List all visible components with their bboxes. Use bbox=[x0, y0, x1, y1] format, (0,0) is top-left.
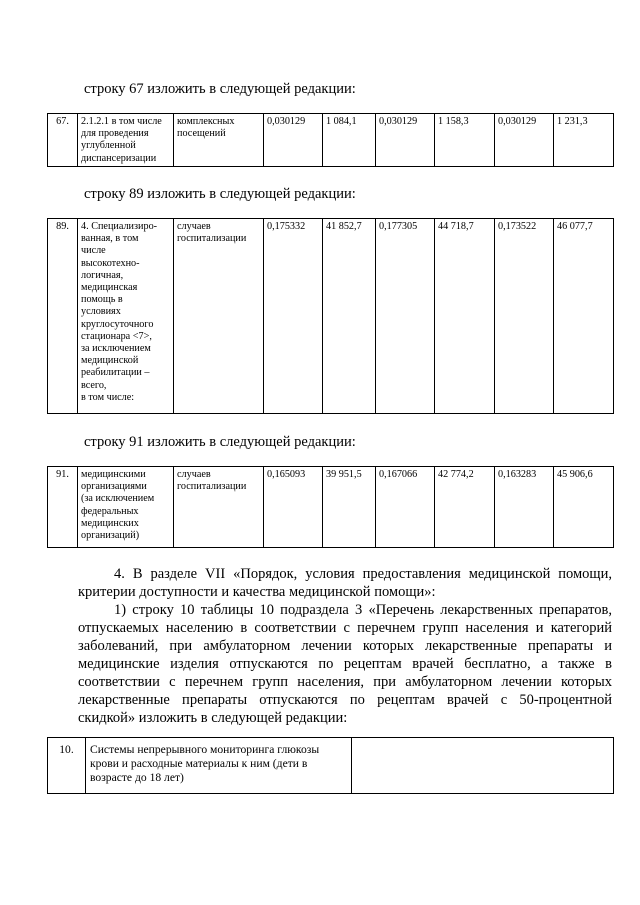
value-cell: 0,167066 bbox=[376, 467, 435, 548]
value-cell: 1 231,3 bbox=[554, 114, 614, 167]
row-name: Системы непрерывного мониторинга глюкозы крови и расходные материалы к ним (дети в возрасте до 18 лет) bbox=[86, 738, 352, 794]
value-cell: 0,030129 bbox=[495, 114, 554, 167]
table-row-89 bbox=[47, 218, 614, 414]
row-unit-text: случаев госпитализации bbox=[177, 221, 247, 245]
row-number: 10. bbox=[48, 738, 86, 794]
row-name bbox=[78, 114, 174, 167]
heading-row-91: строку 91 изложить в следующей редакции: bbox=[84, 434, 356, 450]
row-name bbox=[78, 467, 174, 548]
value-cell: 0,163283 bbox=[495, 467, 554, 548]
value-cell: 42 774,2 bbox=[435, 467, 495, 548]
value-cell: 44 718,7 bbox=[435, 219, 495, 414]
table-row bbox=[48, 738, 614, 794]
value-cell: 0,175332 bbox=[264, 219, 323, 414]
value-cell: 1 158,3 bbox=[435, 114, 495, 167]
value-cell: 46 077,7 bbox=[554, 219, 614, 414]
value-cell: 0,030129 bbox=[376, 114, 435, 167]
row-unit bbox=[174, 114, 264, 167]
table-row bbox=[48, 114, 614, 167]
value-cell: 0,177305 bbox=[376, 219, 435, 414]
row-unit-text: комплексных посещений bbox=[177, 116, 235, 140]
value-cell: 39 951,5 bbox=[323, 467, 376, 548]
heading-row-89: строку 89 изложить в следующей редакции: bbox=[84, 186, 356, 202]
value-cell: 0,165093 bbox=[264, 467, 323, 548]
section-4-paragraph-1: 4. В разделе VII «Порядок, условия предоставления медицинской помощи, критерии доступности и качества медицинской помощи»: bbox=[78, 566, 612, 600]
row-name-text: 4. Специализиро- ванная, в том числе высокотехно- логичная, медицинская помощь в условиях круглосуточного стационара <7>, за исключением медицинской реабилитации – всего, в том числе: bbox=[81, 221, 158, 403]
row-number: 67. bbox=[48, 114, 78, 167]
value-cell: 1 084,1 bbox=[323, 114, 376, 167]
row-number: 91. bbox=[48, 467, 78, 548]
table-row bbox=[48, 219, 614, 414]
row-name-text: 2.1.2.1 в том числе для проведения углубленной диспансеризации bbox=[81, 116, 162, 164]
value-cell: 0,173522 bbox=[495, 219, 554, 414]
value-cell: 41 852,7 bbox=[323, 219, 376, 414]
table-row-91 bbox=[47, 466, 614, 548]
table-10-row bbox=[47, 737, 614, 794]
table-row-67 bbox=[47, 113, 614, 167]
row-extra bbox=[352, 738, 614, 794]
row-name bbox=[78, 219, 174, 414]
row-unit bbox=[174, 467, 264, 548]
row-number: 89. bbox=[48, 219, 78, 414]
row-name-text: медицинскими организациями (за исключением федеральных медицинских организаций) bbox=[81, 469, 155, 542]
row-unit-text: случаев госпитализации bbox=[177, 469, 247, 493]
table-row bbox=[48, 467, 614, 548]
heading-row-67: строку 67 изложить в следующей редакции: bbox=[84, 81, 356, 97]
row-unit bbox=[174, 219, 264, 414]
section-4-paragraph-2: 1) строку 10 таблицы 10 подраздела 3 «Перечень лекарственных препаратов, отпускаемых населению в соответствии с перечнем групп населения и категорий заболеваний, при амбулаторном лечении которых лекарственные препараты и медицинские изделия отпускаются по рецептам врачей бесплатно, а также в соответствии с перечнем групп населения, при амбулаторном лечении которых лекарственные препараты отпускаются по рецептам врачей с 50-процентной скидкой» изложить в следующей редакции: bbox=[78, 602, 612, 726]
section-4-text bbox=[78, 565, 612, 727]
value-cell: 0,030129 bbox=[264, 114, 323, 167]
value-cell: 45 906,6 bbox=[554, 467, 614, 548]
